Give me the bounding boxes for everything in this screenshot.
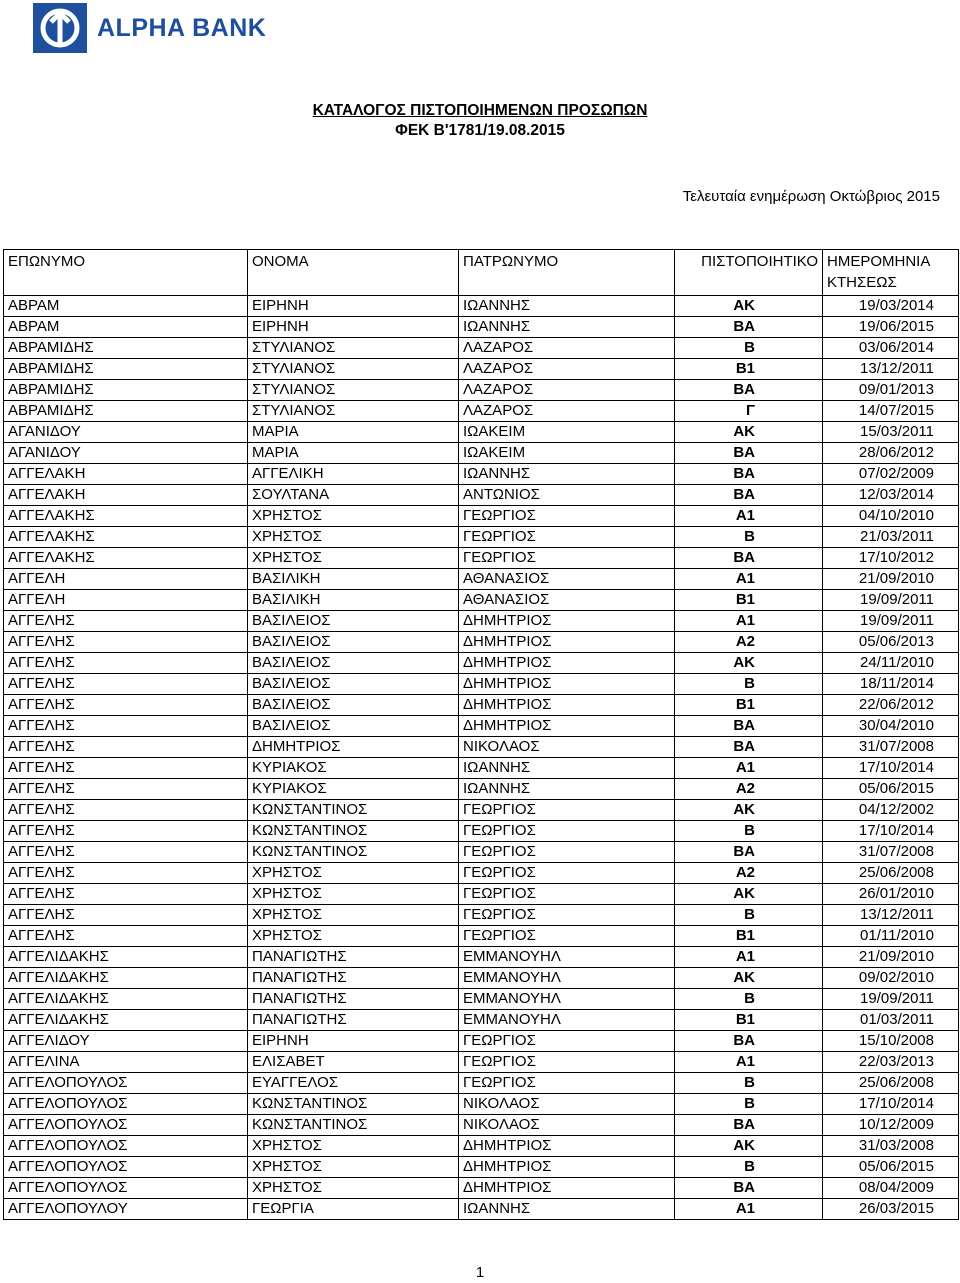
- table-row: [4, 632, 959, 653]
- cell-name: ΕΥΑΓΓΕΛΟΣ: [248, 1073, 459, 1094]
- cell-certificate: Α2: [675, 632, 823, 653]
- cell-certificate: Β: [675, 821, 823, 842]
- cell-surname: ΑΓΓΕΛΟΠΟΥΛΟΣ: [4, 1115, 248, 1136]
- cell-fathers-name: ΓΕΩΡΓΙΟΣ: [459, 1052, 675, 1073]
- cell-acquisition-date: 13/12/2011: [823, 359, 959, 380]
- cell-surname: ΑΓΓΕΛΙΝΑ: [4, 1052, 248, 1073]
- table-row: [4, 401, 959, 422]
- cell-fathers-name: ΔΗΜΗΤΡΙΟΣ: [459, 716, 675, 737]
- cell-certificate: ΒΑ: [675, 317, 823, 338]
- cell-surname: ΑΓΓΕΛΑΚΗΣ: [4, 527, 248, 548]
- table-row: [4, 674, 959, 695]
- table-row: [4, 884, 959, 905]
- cell-acquisition-date: 17/10/2014: [823, 821, 959, 842]
- cell-surname: ΑΒΡΑΜΙΔΗΣ: [4, 401, 248, 422]
- cell-name: ΚΥΡΙΑΚΟΣ: [248, 779, 459, 800]
- table-row: [4, 611, 959, 632]
- cell-acquisition-date: 08/04/2009: [823, 1178, 959, 1199]
- cell-name: ΒΑΣΙΛΕΙΟΣ: [248, 716, 459, 737]
- cell-acquisition-date: 22/06/2012: [823, 695, 959, 716]
- cell-surname: ΑΓΓΕΛΑΚΗ: [4, 485, 248, 506]
- table-row: [4, 380, 959, 401]
- cell-surname: ΑΓΓΕΛΗΣ: [4, 695, 248, 716]
- cell-surname: ΑΓΓΕΛΗΣ: [4, 674, 248, 695]
- table-row: [4, 695, 959, 716]
- cell-fathers-name: ΛΑΖΑΡΟΣ: [459, 359, 675, 380]
- table-row: [4, 506, 959, 527]
- cell-acquisition-date: 30/04/2010: [823, 716, 959, 737]
- cell-certificate: Β: [675, 338, 823, 359]
- cell-surname: ΑΓΓΕΛΗΣ: [4, 779, 248, 800]
- table-row: [4, 527, 959, 548]
- cell-fathers-name: ΝΙΚΟΛΑΟΣ: [459, 1094, 675, 1115]
- cell-name: ΧΡΗΣΤΟΣ: [248, 926, 459, 947]
- cell-certificate: Β1: [675, 926, 823, 947]
- cell-acquisition-date: 25/06/2008: [823, 1073, 959, 1094]
- cell-surname: ΑΓΓΕΛΗΣ: [4, 737, 248, 758]
- cell-certificate: Β: [675, 1094, 823, 1115]
- cell-fathers-name: ΓΕΩΡΓΙΟΣ: [459, 863, 675, 884]
- cell-fathers-name: ΓΕΩΡΓΙΟΣ: [459, 1073, 675, 1094]
- cell-surname: ΑΓΓΕΛΑΚΗ: [4, 464, 248, 485]
- cell-name: ΠΑΝΑΓΙΩΤΗΣ: [248, 989, 459, 1010]
- cell-acquisition-date: 19/03/2014: [823, 296, 959, 317]
- cell-surname: ΑΓΓΕΛΗ: [4, 590, 248, 611]
- cell-certificate: ΒΑ: [675, 1031, 823, 1052]
- cell-fathers-name: ΓΕΩΡΓΙΟΣ: [459, 821, 675, 842]
- cell-certificate: ΑΚ: [675, 422, 823, 443]
- cell-certificate: Β1: [675, 359, 823, 380]
- table-row: [4, 1073, 959, 1094]
- cell-surname: ΑΓΓΕΛΗΣ: [4, 821, 248, 842]
- cell-certificate: ΑΚ: [675, 653, 823, 674]
- cell-fathers-name: ΔΗΜΗΤΡΙΟΣ: [459, 653, 675, 674]
- table-row: [4, 548, 959, 569]
- cell-acquisition-date: 21/09/2010: [823, 569, 959, 590]
- cell-fathers-name: ΕΜΜΑΝΟΥΗΛ: [459, 989, 675, 1010]
- cell-fathers-name: ΝΙΚΟΛΑΟΣ: [459, 1115, 675, 1136]
- cell-certificate: Α1: [675, 569, 823, 590]
- cell-fathers-name: ΔΗΜΗΤΡΙΟΣ: [459, 674, 675, 695]
- cell-fathers-name: ΕΜΜΑΝΟΥΗΛ: [459, 968, 675, 989]
- cell-acquisition-date: 21/09/2010: [823, 947, 959, 968]
- cell-fathers-name: ΙΩΑΝΝΗΣ: [459, 779, 675, 800]
- cell-name: ΣΤΥΛΙΑΝΟΣ: [248, 359, 459, 380]
- table-header-row: [4, 250, 959, 296]
- cell-fathers-name: ΙΩΑΚΕΙΜ: [459, 443, 675, 464]
- cell-acquisition-date: 28/06/2012: [823, 443, 959, 464]
- cell-fathers-name: ΓΕΩΡΓΙΟΣ: [459, 527, 675, 548]
- table-row: [4, 485, 959, 506]
- cell-certificate: Β: [675, 905, 823, 926]
- table-row: [4, 443, 959, 464]
- cell-name: ΒΑΣΙΛΕΙΟΣ: [248, 653, 459, 674]
- cell-certificate: ΒΑ: [675, 1115, 823, 1136]
- cell-name: ΧΡΗΣΤΟΣ: [248, 548, 459, 569]
- cell-fathers-name: ΑΝΤΩΝΙΟΣ: [459, 485, 675, 506]
- table-row: [4, 1136, 959, 1157]
- cell-acquisition-date: 14/07/2015: [823, 401, 959, 422]
- cell-acquisition-date: 04/12/2002: [823, 800, 959, 821]
- cell-certificate: Β1: [675, 590, 823, 611]
- table-row: [4, 1157, 959, 1178]
- cell-name: ΕΛΙΣΑΒΕΤ: [248, 1052, 459, 1073]
- cell-fathers-name: ΓΕΩΡΓΙΟΣ: [459, 884, 675, 905]
- cell-fathers-name: ΓΕΩΡΓΙΟΣ: [459, 926, 675, 947]
- cell-name: ΒΑΣΙΛΕΙΟΣ: [248, 695, 459, 716]
- cell-fathers-name: ΓΕΩΡΓΙΟΣ: [459, 548, 675, 569]
- table-row: [4, 1010, 959, 1031]
- table-row: [4, 359, 959, 380]
- cell-surname: ΑΓΓΕΛΗΣ: [4, 905, 248, 926]
- cell-acquisition-date: 05/06/2015: [823, 1157, 959, 1178]
- cell-name: ΓΕΩΡΓΙΑ: [248, 1199, 459, 1220]
- cell-name: ΠΑΝΑΓΙΩΤΗΣ: [248, 947, 459, 968]
- cell-name: ΧΡΗΣΤΟΣ: [248, 863, 459, 884]
- cell-acquisition-date: 05/06/2015: [823, 779, 959, 800]
- document-subtitle: ΦΕΚ Β'1781/19.08.2015: [395, 122, 565, 139]
- table-row: [4, 1199, 959, 1220]
- cell-acquisition-date: 18/11/2014: [823, 674, 959, 695]
- cell-fathers-name: ΔΗΜΗΤΡΙΟΣ: [459, 611, 675, 632]
- table-row: [4, 989, 959, 1010]
- cell-fathers-name: ΔΗΜΗΤΡΙΟΣ: [459, 1178, 675, 1199]
- cell-surname: ΑΓΓΕΛΙΔΑΚΗΣ: [4, 989, 248, 1010]
- cell-acquisition-date: 17/10/2012: [823, 548, 959, 569]
- cell-certificate: Α1: [675, 506, 823, 527]
- table-row: [4, 569, 959, 590]
- cell-acquisition-date: 09/01/2013: [823, 380, 959, 401]
- cell-name: ΚΩΝΣΤΑΝΤΙΝΟΣ: [248, 842, 459, 863]
- cell-acquisition-date: 19/06/2015: [823, 317, 959, 338]
- cell-surname: ΑΓΓΕΛΗΣ: [4, 653, 248, 674]
- cell-name: ΜΑΡΙΑ: [248, 443, 459, 464]
- table-row: [4, 317, 959, 338]
- cell-name: ΕΙΡΗΝΗ: [248, 296, 459, 317]
- cell-surname: ΑΓΓΕΛΗΣ: [4, 926, 248, 947]
- cell-fathers-name: ΙΩΑΝΝΗΣ: [459, 317, 675, 338]
- cell-certificate: Β: [675, 527, 823, 548]
- document-title: ΚΑΤΑΛΟΓΟΣ ΠΙΣΤΟΠΟΙΗΜΕΝΩΝ ΠΡΟΣΩΠΩΝ: [312, 102, 648, 119]
- cell-certificate: Β: [675, 1073, 823, 1094]
- cell-name: ΚΩΝΣΤΑΝΤΙΝΟΣ: [248, 1115, 459, 1136]
- cell-acquisition-date: 12/03/2014: [823, 485, 959, 506]
- cell-name: ΚΩΝΣΤΑΝΤΙΝΟΣ: [248, 1094, 459, 1115]
- cell-fathers-name: ΙΩΑΝΝΗΣ: [459, 464, 675, 485]
- cell-name: ΣΤΥΛΙΑΝΟΣ: [248, 338, 459, 359]
- cell-fathers-name: ΙΩΑΝΝΗΣ: [459, 296, 675, 317]
- cell-name: ΜΑΡΙΑ: [248, 422, 459, 443]
- table-row: [4, 1094, 959, 1115]
- cell-name: ΔΗΜΗΤΡΙΟΣ: [248, 737, 459, 758]
- cell-name: ΠΑΝΑΓΙΩΤΗΣ: [248, 1010, 459, 1031]
- header-certificate: ΠΙΣΤΟΠΟΙΗΤΙΚΟ: [675, 250, 823, 296]
- cell-fathers-name: ΙΩΑΚΕΙΜ: [459, 422, 675, 443]
- cell-surname: ΑΒΡΑΜ: [4, 317, 248, 338]
- cell-acquisition-date: 19/09/2011: [823, 590, 959, 611]
- header-name: ΟΝΟΜΑ: [248, 250, 459, 296]
- cell-acquisition-date: 04/10/2010: [823, 506, 959, 527]
- bank-logo: [33, 3, 266, 53]
- cell-surname: ΑΓΓΕΛΗΣ: [4, 800, 248, 821]
- cell-fathers-name: ΓΕΩΡΓΙΟΣ: [459, 842, 675, 863]
- cell-name: ΣΤΥΛΙΑΝΟΣ: [248, 380, 459, 401]
- cell-certificate: Α1: [675, 758, 823, 779]
- cell-certificate: Β1: [675, 1010, 823, 1031]
- cell-name: ΒΑΣΙΛΕΙΟΣ: [248, 632, 459, 653]
- cell-name: ΚΩΝΣΤΑΝΤΙΝΟΣ: [248, 800, 459, 821]
- header-acquisition-date: ΗΜΕΡΟΜΗΝΙΑ ΚΤΗΣΕΩΣ: [823, 250, 959, 296]
- cell-name: ΑΓΓΕΛΙΚΗ: [248, 464, 459, 485]
- table-row: [4, 968, 959, 989]
- cell-surname: ΑΓΓΕΛΗΣ: [4, 863, 248, 884]
- table-row: [4, 1178, 959, 1199]
- cell-acquisition-date: 25/06/2008: [823, 863, 959, 884]
- cell-surname: ΑΓΓΕΛΙΔΑΚΗΣ: [4, 968, 248, 989]
- table-row: [4, 842, 959, 863]
- cell-acquisition-date: 31/07/2008: [823, 842, 959, 863]
- cell-surname: ΑΓΓΕΛΑΚΗΣ: [4, 548, 248, 569]
- table-row: [4, 464, 959, 485]
- table-row: [4, 863, 959, 884]
- cell-fathers-name: ΙΩΑΝΝΗΣ: [459, 758, 675, 779]
- cell-certificate: Β1: [675, 695, 823, 716]
- cell-acquisition-date: 17/10/2014: [823, 1094, 959, 1115]
- cell-fathers-name: ΑΘΑΝΑΣΙΟΣ: [459, 590, 675, 611]
- cell-certificate: ΒΑ: [675, 464, 823, 485]
- cell-certificate: ΒΑ: [675, 548, 823, 569]
- cell-certificate: ΒΑ: [675, 716, 823, 737]
- table-row: [4, 716, 959, 737]
- cell-acquisition-date: 31/07/2008: [823, 737, 959, 758]
- table-row: [4, 821, 959, 842]
- cell-certificate: ΑΚ: [675, 800, 823, 821]
- cell-surname: ΑΒΡΑΜ: [4, 296, 248, 317]
- table-row: [4, 758, 959, 779]
- cell-name: ΒΑΣΙΛΕΙΟΣ: [248, 611, 459, 632]
- cell-fathers-name: ΙΩΑΝΝΗΣ: [459, 1199, 675, 1220]
- cell-acquisition-date: 10/12/2009: [823, 1115, 959, 1136]
- table-body: [4, 296, 959, 1220]
- cell-name: ΒΑΣΙΛΙΚΗ: [248, 590, 459, 611]
- cell-surname: ΑΓΓΕΛΟΠΟΥΛΟΣ: [4, 1136, 248, 1157]
- cell-acquisition-date: 22/03/2013: [823, 1052, 959, 1073]
- cell-certificate: Α1: [675, 1199, 823, 1220]
- cell-name: ΣΤΥΛΙΑΝΟΣ: [248, 401, 459, 422]
- page-number: 1: [475, 1264, 485, 1281]
- cell-acquisition-date: 03/06/2014: [823, 338, 959, 359]
- header-fathers-name: ΠΑΤΡΩΝΥΜΟ: [459, 250, 675, 296]
- cell-fathers-name: ΛΑΖΑΡΟΣ: [459, 338, 675, 359]
- cell-certificate: ΑΚ: [675, 1136, 823, 1157]
- cell-certificate: Α1: [675, 947, 823, 968]
- cell-certificate: ΒΑ: [675, 443, 823, 464]
- cell-certificate: ΑΚ: [675, 884, 823, 905]
- cell-name: ΠΑΝΑΓΙΩΤΗΣ: [248, 968, 459, 989]
- cell-surname: ΑΓΓΕΛΙΔΟΥ: [4, 1031, 248, 1052]
- table-row: [4, 947, 959, 968]
- cell-name: ΣΟΥΛΤΑΝΑ: [248, 485, 459, 506]
- cell-surname: ΑΓΓΕΛΟΠΟΥΛΟΥ: [4, 1199, 248, 1220]
- table-row: [4, 905, 959, 926]
- cell-name: ΧΡΗΣΤΟΣ: [248, 1178, 459, 1199]
- cell-acquisition-date: 15/03/2011: [823, 422, 959, 443]
- cell-acquisition-date: 26/03/2015: [823, 1199, 959, 1220]
- cell-surname: ΑΓΓΕΛΟΠΟΥΛΟΣ: [4, 1073, 248, 1094]
- cell-name: ΒΑΣΙΛΕΙΟΣ: [248, 674, 459, 695]
- cell-certificate: Α2: [675, 779, 823, 800]
- cell-certificate: ΑΚ: [675, 296, 823, 317]
- cell-surname: ΑΒΡΑΜΙΔΗΣ: [4, 359, 248, 380]
- cell-surname: ΑΓΓΕΛΗΣ: [4, 842, 248, 863]
- cell-acquisition-date: 05/06/2013: [823, 632, 959, 653]
- cell-fathers-name: ΔΗΜΗΤΡΙΟΣ: [459, 1136, 675, 1157]
- table-row: [4, 737, 959, 758]
- cell-certificate: ΒΑ: [675, 380, 823, 401]
- cell-name: ΧΡΗΣΤΟΣ: [248, 1136, 459, 1157]
- cell-acquisition-date: 09/02/2010: [823, 968, 959, 989]
- header-surname: ΕΠΩΝΥΜΟ: [4, 250, 248, 296]
- cell-acquisition-date: 26/01/2010: [823, 884, 959, 905]
- cell-fathers-name: ΛΑΖΑΡΟΣ: [459, 380, 675, 401]
- cell-name: ΕΙΡΗΝΗ: [248, 1031, 459, 1052]
- cell-name: ΒΑΣΙΛΙΚΗ: [248, 569, 459, 590]
- cell-certificate: Α1: [675, 1052, 823, 1073]
- table-row: [4, 653, 959, 674]
- cell-surname: ΑΓΓΕΛΗΣ: [4, 758, 248, 779]
- cell-certificate: Α1: [675, 611, 823, 632]
- cell-surname: ΑΓΓΕΛΗΣ: [4, 716, 248, 737]
- cell-certificate: ΒΑ: [675, 485, 823, 506]
- cell-name: ΚΩΝΣΤΑΝΤΙΝΟΣ: [248, 821, 459, 842]
- cell-certificate: Β: [675, 674, 823, 695]
- last-updated: Τελευταία ενημέρωση Οκτώβριος 2015: [682, 188, 940, 205]
- cell-fathers-name: ΕΜΜΑΝΟΥΗΛ: [459, 947, 675, 968]
- cell-name: ΚΥΡΙΑΚΟΣ: [248, 758, 459, 779]
- cell-acquisition-date: 17/10/2014: [823, 758, 959, 779]
- cell-acquisition-date: 19/09/2011: [823, 989, 959, 1010]
- table-row: [4, 422, 959, 443]
- cell-certificate: ΒΑ: [675, 737, 823, 758]
- cell-fathers-name: ΔΗΜΗΤΡΙΟΣ: [459, 632, 675, 653]
- cell-acquisition-date: 13/12/2011: [823, 905, 959, 926]
- cell-fathers-name: ΓΕΩΡΓΙΟΣ: [459, 1031, 675, 1052]
- table-row: [4, 296, 959, 317]
- certified-persons-table: [3, 249, 959, 1220]
- table-row: [4, 338, 959, 359]
- cell-fathers-name: ΛΑΖΑΡΟΣ: [459, 401, 675, 422]
- table-row: [4, 590, 959, 611]
- cell-surname: ΑΓΓΕΛΑΚΗΣ: [4, 506, 248, 527]
- cell-certificate: Γ: [675, 401, 823, 422]
- cell-acquisition-date: 31/03/2008: [823, 1136, 959, 1157]
- cell-surname: ΑΓΓΕΛΙΔΑΚΗΣ: [4, 947, 248, 968]
- cell-fathers-name: ΔΗΜΗΤΡΙΟΣ: [459, 1157, 675, 1178]
- cell-name: ΧΡΗΣΤΟΣ: [248, 884, 459, 905]
- cell-fathers-name: ΔΗΜΗΤΡΙΟΣ: [459, 695, 675, 716]
- cell-acquisition-date: 07/02/2009: [823, 464, 959, 485]
- cell-acquisition-date: 01/11/2010: [823, 926, 959, 947]
- cell-acquisition-date: 01/03/2011: [823, 1010, 959, 1031]
- cell-surname: ΑΓΓΕΛΗΣ: [4, 884, 248, 905]
- table-row: [4, 926, 959, 947]
- cell-surname: ΑΒΡΑΜΙΔΗΣ: [4, 380, 248, 401]
- cell-certificate: Α2: [675, 863, 823, 884]
- cell-surname: ΑΓΓΕΛΟΠΟΥΛΟΣ: [4, 1178, 248, 1199]
- cell-surname: ΑΒΡΑΜΙΔΗΣ: [4, 338, 248, 359]
- cell-surname: ΑΓΓΕΛΟΠΟΥΛΟΣ: [4, 1094, 248, 1115]
- cell-fathers-name: ΝΙΚΟΛΑΟΣ: [459, 737, 675, 758]
- cell-certificate: ΑΚ: [675, 968, 823, 989]
- cell-name: ΕΙΡΗΝΗ: [248, 317, 459, 338]
- cell-surname: ΑΓΑΝΙΔΟΥ: [4, 443, 248, 464]
- cell-certificate: Β: [675, 1157, 823, 1178]
- cell-certificate: ΒΑ: [675, 1178, 823, 1199]
- table-row: [4, 1052, 959, 1073]
- cell-acquisition-date: 15/10/2008: [823, 1031, 959, 1052]
- cell-fathers-name: ΕΜΜΑΝΟΥΗΛ: [459, 1010, 675, 1031]
- table-row: [4, 1031, 959, 1052]
- cell-surname: ΑΓΓΕΛΗΣ: [4, 632, 248, 653]
- cell-acquisition-date: 19/09/2011: [823, 611, 959, 632]
- cell-surname: ΑΓΓΕΛΟΠΟΥΛΟΣ: [4, 1157, 248, 1178]
- cell-surname: ΑΓΓΕΛΙΔΑΚΗΣ: [4, 1010, 248, 1031]
- cell-fathers-name: ΓΕΩΡΓΙΟΣ: [459, 905, 675, 926]
- table-row: [4, 779, 959, 800]
- cell-fathers-name: ΑΘΑΝΑΣΙΟΣ: [459, 569, 675, 590]
- cell-acquisition-date: 24/11/2010: [823, 653, 959, 674]
- cell-name: ΧΡΗΣΤΟΣ: [248, 506, 459, 527]
- cell-surname: ΑΓΓΕΛΗ: [4, 569, 248, 590]
- cell-name: ΧΡΗΣΤΟΣ: [248, 905, 459, 926]
- table-row: [4, 1115, 959, 1136]
- cell-acquisition-date: 21/03/2011: [823, 527, 959, 548]
- cell-certificate: Β: [675, 989, 823, 1010]
- logo-text: ALPHA BANK: [97, 14, 267, 42]
- cell-name: ΧΡΗΣΤΟΣ: [248, 1157, 459, 1178]
- alpha-bank-logo-icon: [33, 3, 87, 53]
- cell-fathers-name: ΓΕΩΡΓΙΟΣ: [459, 506, 675, 527]
- cell-surname: ΑΓΑΝΙΔΟΥ: [4, 422, 248, 443]
- cell-certificate: ΒΑ: [675, 842, 823, 863]
- cell-name: ΧΡΗΣΤΟΣ: [248, 527, 459, 548]
- table-row: [4, 800, 959, 821]
- cell-surname: ΑΓΓΕΛΗΣ: [4, 611, 248, 632]
- cell-fathers-name: ΓΕΩΡΓΙΟΣ: [459, 800, 675, 821]
